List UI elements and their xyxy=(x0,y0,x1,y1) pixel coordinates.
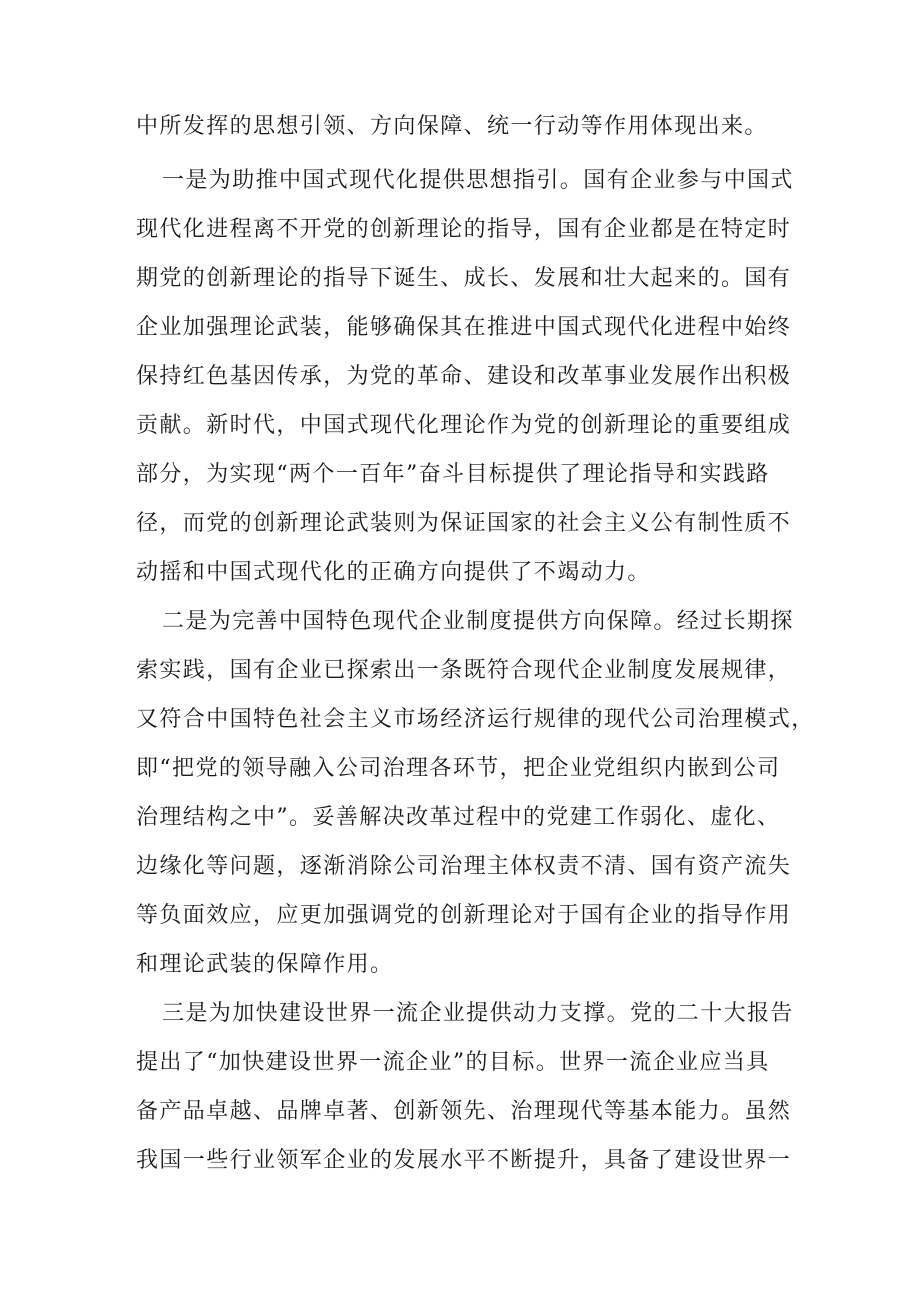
text-line: 现代化进程离不开党的创新理论的指导，国有企业都是在特定时 xyxy=(136,217,792,242)
paragraph-first-line: 二是为完善中国特色现代企业制度提供方向保障。经过长期探 xyxy=(162,609,794,634)
text-line: 索实践，国有企业已探索出一条既符合现代企业制度发展规律， xyxy=(136,658,792,683)
text-line: 径，而党的创新理论武装则为保证国家的社会主义公有制性质不 xyxy=(136,511,792,536)
text-line: 企业加强理论武装，能够确保其在推进中国式现代化进程中始终 xyxy=(136,315,792,340)
text-line: 治理结构之中”。妥善解决改革过程中的党建工作弱化、虚化、 xyxy=(136,805,781,830)
text-line: 中所发挥的思想引领、方向保障、统一行动等作用体现出来。 xyxy=(136,114,768,139)
text-line: 备产品卓越、品牌卓著、创新领先、治理现代等基本能力。虽然 xyxy=(136,1099,792,1124)
text-line: 等负面效应，应更加强调党的创新理论对于国有企业的指导作用 xyxy=(136,903,792,928)
text-line: 动摇和中国式现代化的正确方向提供了不竭动力。 xyxy=(136,560,651,585)
text-line: 期党的创新理论的指导下诞生、成长、发展和壮大起来的。国有 xyxy=(136,266,792,291)
text-line: 又符合中国特色社会主义市场经济运行规律的现代公司治理模式， xyxy=(136,707,815,732)
text-line: 保持红色基因传承，为党的革命、建设和改革事业发展作出积极 xyxy=(136,364,792,389)
paragraph-first-line: 三是为加快建设世界一流企业提供动力支撑。党的二十大报告 xyxy=(162,1001,794,1026)
text-line: 贡献。新时代，中国式现代化理论作为党的创新理论的重要组成 xyxy=(136,413,792,438)
text-line: 提出了“加快建设世界一流企业”的目标。世界一流企业应当具 xyxy=(136,1050,770,1075)
paragraph-first-line: 一是为助推中国式现代化提供思想指引。国有企业参与中国式 xyxy=(162,168,794,193)
text-line: 部分，为实现“两个一百年”奋斗目标提供了理论指导和实践路 xyxy=(136,462,770,487)
text-line: 和理论武装的保障作用。 xyxy=(136,952,394,977)
text-line: 我国一些行业领军企业的发展水平不断提升，具备了建设世界一 xyxy=(136,1148,792,1173)
text-line: 即“把党的领导融入公司治理各环节，把企业党组织内嵌到公司 xyxy=(136,756,781,781)
text-line: 边缘化等问题，逐渐消除公司治理主体权责不清、国有资产流失 xyxy=(136,854,792,879)
